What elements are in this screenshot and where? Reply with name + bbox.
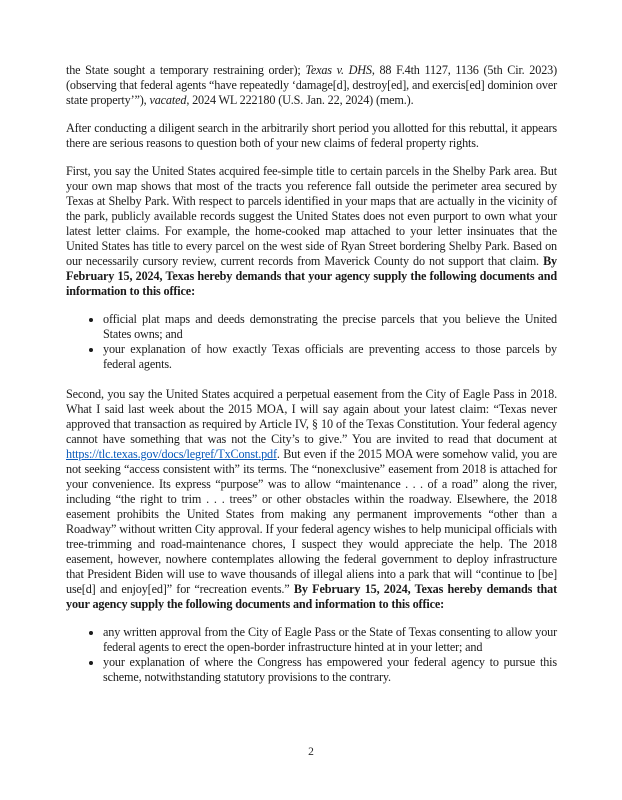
first-demand-list [66,312,557,372]
text-segment: vacated [149,93,187,107]
demand-text: By February 15, 2024, Texas hereby demands that your agency supply the following documents and information to this office: [66,254,557,298]
page-content [66,63,557,700]
text-segment: your explanation of where the Congress has empowered your federal agency to pursue this scheme, notwithstanding statutory provisions to the contrary. [103,655,557,684]
text-segment: Second, you say the United States acquired a perpetual easement from the City of Eagle Pass in 2018. What I said last week about the 2015 MOA, I will say again about your latest claim: “Texas never approved that transaction as required by Article IV, § 10 of the Texas Constitution. Your federal agency cannot have something that was not the City’s to give.” You are invited to read that document at [66,387,557,446]
text-segment: , 2024 WL 222180 (U.S. Jan. 22, 2024) (mem.). [186,93,414,107]
text-segment: After conducting a diligent search in the arbitrarily short period you allotted for this rebuttal, it appears there are serious reasons to question both of your new claims of federal property rights. [66,121,557,150]
text-segment: your explanation of how exactly Texas officials are preventing access to those parcels by federal agents. [103,342,557,371]
txconst-link[interactable]: https://tlc.texas.gov/docs/legref/TxConst.pdf [66,447,277,461]
text-segment: First, you say the United States acquired fee-simple title to certain parcels in the Shelby Park area. But your own map shows that most of the tracts you reference fall outside the perimeter area secured by Texas at Shelby Park. With respect to parcels identified in your maps that are actually in the vicinity of the park, publicly available records suggest the United States does not even purport to own what your latest letter claims. For example, the home-cooked map attached to your letter insinuates that the United States has title to every parcel on the west side of Ryan Street bordering Shelby Park. Based on our necessarily cursory review, current records from Maverick County do not support that claim. [66,164,557,268]
text-segment: the State sought a temporary restraining order); [66,63,306,77]
page-number: 2 [308,746,314,758]
bullet-item [103,342,557,372]
text-segment: Texas v. DHS [305,63,372,77]
demand-text: By February 15, 2024, Texas hereby demands that your agency supply the following documents and information to this office: [66,582,557,611]
first-claim-paragraph [66,164,557,299]
text-segment: , 88 F.4th 1127, 1136 (5th Cir. 2023) (observing that federal agents “have repeatedly ‘damage[d], destroy[ed], and exercis[ed] dominion over state property’”), [66,63,557,107]
citation-paragraph [66,63,557,108]
text-segment: . But even if the 2015 MOA were somehow valid, you are not seeking “access consistent with” its terms. The “nonexclusive” easement from 2018 is attached for your convenience. Its express “purpose” was to allow “maintenance . . . of a road” along the river, including “the right to trim . . . trees” or other obstacles within the roadway. Elsewhere, the 2018 easement prohibits the United States from making any permanent improvements “other than a Roadway” without written City approval. If your federal agency wishes to help municipal officials with tree-trimming and road-maintenance chores, I suspect they would appreciate the help. The 2018 easement, however, nowhere contemplates allowing the federal government to deploy infrastructure that President Biden will use to wave thousands of illegal aliens into a park that will “continue to [be] use[d] and enjoy[ed]” for “recreation events.” [66,447,557,596]
text-segment: official plat maps and deeds demonstrating the precise parcels that you believe the United States owns; and [103,312,557,341]
text-segment: any written approval from the City of Eagle Pass or the State of Texas consenting to allow your federal agents to erect the open-border infrastructure hinted at in your letter; and [103,625,557,654]
intro-paragraph [66,121,557,151]
bullet-item [103,312,557,342]
bullet-item [103,625,557,655]
second-demand-list [66,625,557,685]
bullet-item [103,655,557,685]
second-claim-paragraph [66,387,557,612]
